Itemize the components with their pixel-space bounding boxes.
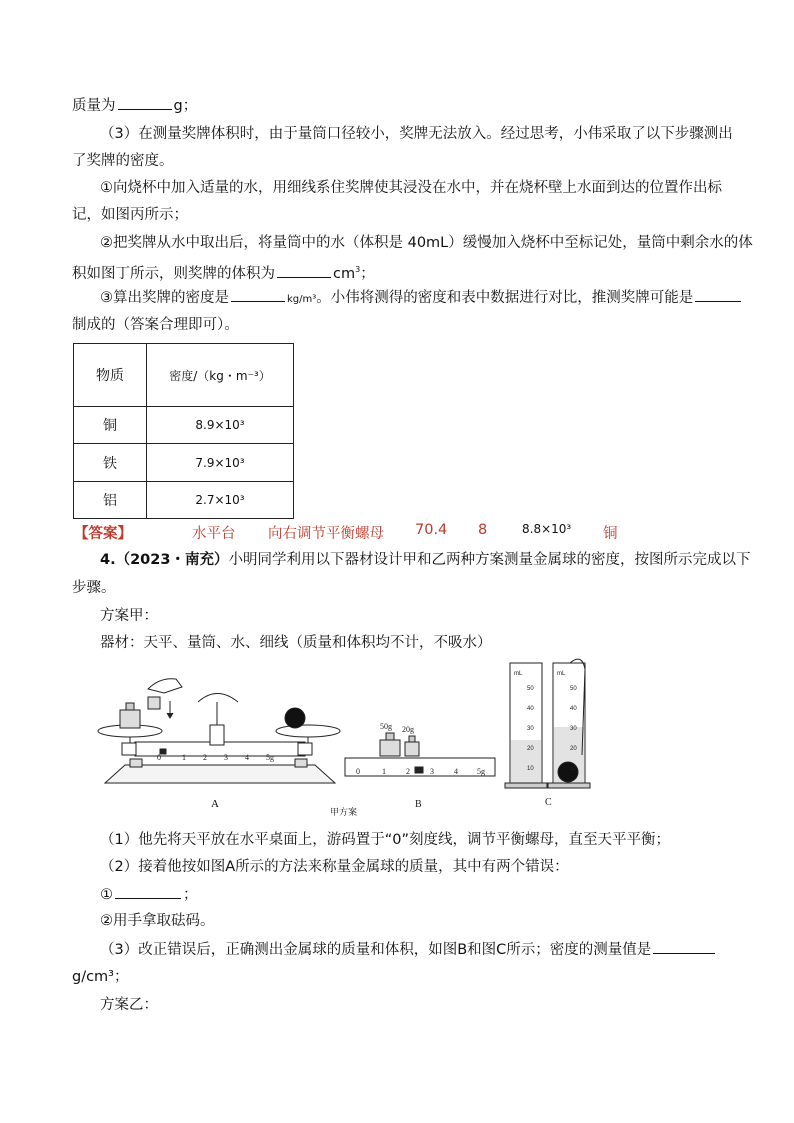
svg-text:30: 30	[570, 726, 577, 732]
svg-text:0: 0	[157, 753, 161, 762]
text-line: ②把奖牌从水中取出后，将量筒中的水（体积是 40mL）缓慢加入烧杯中至标记处，量筒中剩余水的体	[100, 235, 753, 251]
svg-text:10: 10	[527, 766, 534, 772]
svg-text:50g: 50g	[380, 722, 392, 731]
q4-line: 步骤。	[72, 580, 116, 596]
answer-5: 8.8×10³	[522, 522, 572, 536]
q4-line: 4.（2023・南充）小明同学利用以下器材设计甲和乙两种方案测量金属球的密度，按图所示完成以下	[100, 552, 751, 568]
svg-text:2: 2	[203, 753, 207, 762]
step-3: ① ；	[100, 884, 198, 905]
svg-text:40: 40	[527, 706, 534, 712]
step-2: （2）接着他按如图A所示的方法来称量金属球的质量，其中有两个错误：	[100, 859, 569, 875]
table-row: 铝 2.7×10³	[74, 482, 294, 519]
materials-line: 器材：天平、量筒、水、细线（质量和体积均不计，不吸水）	[100, 635, 492, 651]
material-blank	[695, 287, 741, 302]
svg-text:5g: 5g	[477, 767, 485, 776]
figure-label-c: C	[545, 797, 552, 808]
step-4: ②用手拿取砝码。	[100, 913, 215, 929]
answer-6: 铜	[603, 526, 618, 542]
mass-unit: g；	[173, 98, 198, 114]
text-line-volume: 积如图丁所示，则奖牌的体积为 $cm^3$；	[72, 260, 375, 284]
svg-text:4: 4	[454, 767, 458, 776]
figure-label-a: A	[211, 798, 219, 810]
weights-figure-b	[345, 733, 495, 776]
error-blank	[115, 884, 181, 899]
svg-text:4: 4	[245, 753, 249, 762]
svg-text:20: 20	[527, 746, 534, 752]
text-line-density: ③算出奖牌的密度是 kg/m³。小伟将测得的密度和表中数据进行对比，推测奖牌可能是	[100, 287, 743, 310]
svg-text:10: 10	[570, 766, 577, 772]
text-line: （3）在测量奖牌体积时，由于量筒口径较小，奖牌无法放入。经过思考，小伟采取了以下步骤测出	[100, 126, 733, 142]
text-line: 记，如图丙所示；	[72, 207, 188, 223]
text-line: 了奖牌的密度。	[72, 153, 174, 169]
mass-label: 质量为	[72, 98, 116, 114]
svg-text:1: 1	[182, 753, 186, 762]
answer-label: 【答案】	[74, 526, 132, 542]
table-header-row	[74, 344, 294, 407]
answer-1: 水平台	[192, 526, 236, 542]
answer-4: 8	[478, 522, 488, 538]
density-table	[73, 343, 294, 519]
svg-text:50: 50	[570, 686, 577, 692]
table-row: 铁 7.9×10³	[74, 444, 294, 482]
plan-b-heading: 方案乙：	[100, 997, 158, 1013]
svg-text:1: 1	[382, 767, 386, 776]
svg-text:2: 2	[406, 767, 410, 776]
balance-figure-a	[98, 679, 340, 783]
header-material: 物质	[74, 344, 147, 407]
svg-text:3: 3	[430, 767, 434, 776]
svg-text:50: 50	[527, 686, 534, 692]
cylinders-figure-c	[505, 659, 590, 788]
density-answer-blank	[653, 939, 715, 954]
answer-2: 向右调节平衡螺母	[268, 526, 384, 542]
text-line: 制成的（答案合理即可）。	[72, 317, 239, 333]
table-row: 铜 8.9×10³	[74, 407, 294, 444]
svg-text:5g: 5g	[266, 753, 274, 762]
question-number: 4.（2023・南充）	[100, 552, 229, 568]
figure-caption: 甲方案	[330, 808, 358, 818]
header-density: 密度/（kg・m⁻³）	[147, 344, 294, 407]
svg-text:40: 40	[570, 706, 577, 712]
answer-3: 70.4	[415, 522, 448, 538]
svg-text:0: 0	[356, 767, 360, 776]
svg-text:3: 3	[224, 753, 228, 762]
plan-a-heading: 方案甲：	[100, 608, 158, 624]
plan-a-figure	[90, 655, 620, 825]
svg-text:mL: mL	[557, 671, 566, 677]
svg-text:20g: 20g	[402, 725, 414, 734]
step-5: （3）改正错误后，正确测出金属球的质量和体积，如图B和图C所示；密度的测量值是	[100, 939, 717, 960]
mass-blank	[118, 95, 172, 110]
svg-text:mL: mL	[514, 671, 523, 677]
density-blank	[231, 287, 285, 302]
svg-text:30: 30	[527, 726, 534, 732]
figure-label-b: B	[415, 799, 422, 810]
step-5-unit: g/cm³；	[72, 969, 129, 985]
volume-blank	[277, 263, 331, 278]
svg-text:20: 20	[570, 746, 577, 752]
text-line: ①向烧杯中加入适量的水，用细线系住奖牌使其浸没在水中，并在烧杯壁上水面到达的位置作出标	[100, 180, 722, 196]
step-1: （1）他先将天平放在水平桌面上，游码置于“0”刻度线，调节平衡螺母，直至天平平衡；	[100, 832, 670, 848]
text-line-mass	[72, 95, 197, 116]
